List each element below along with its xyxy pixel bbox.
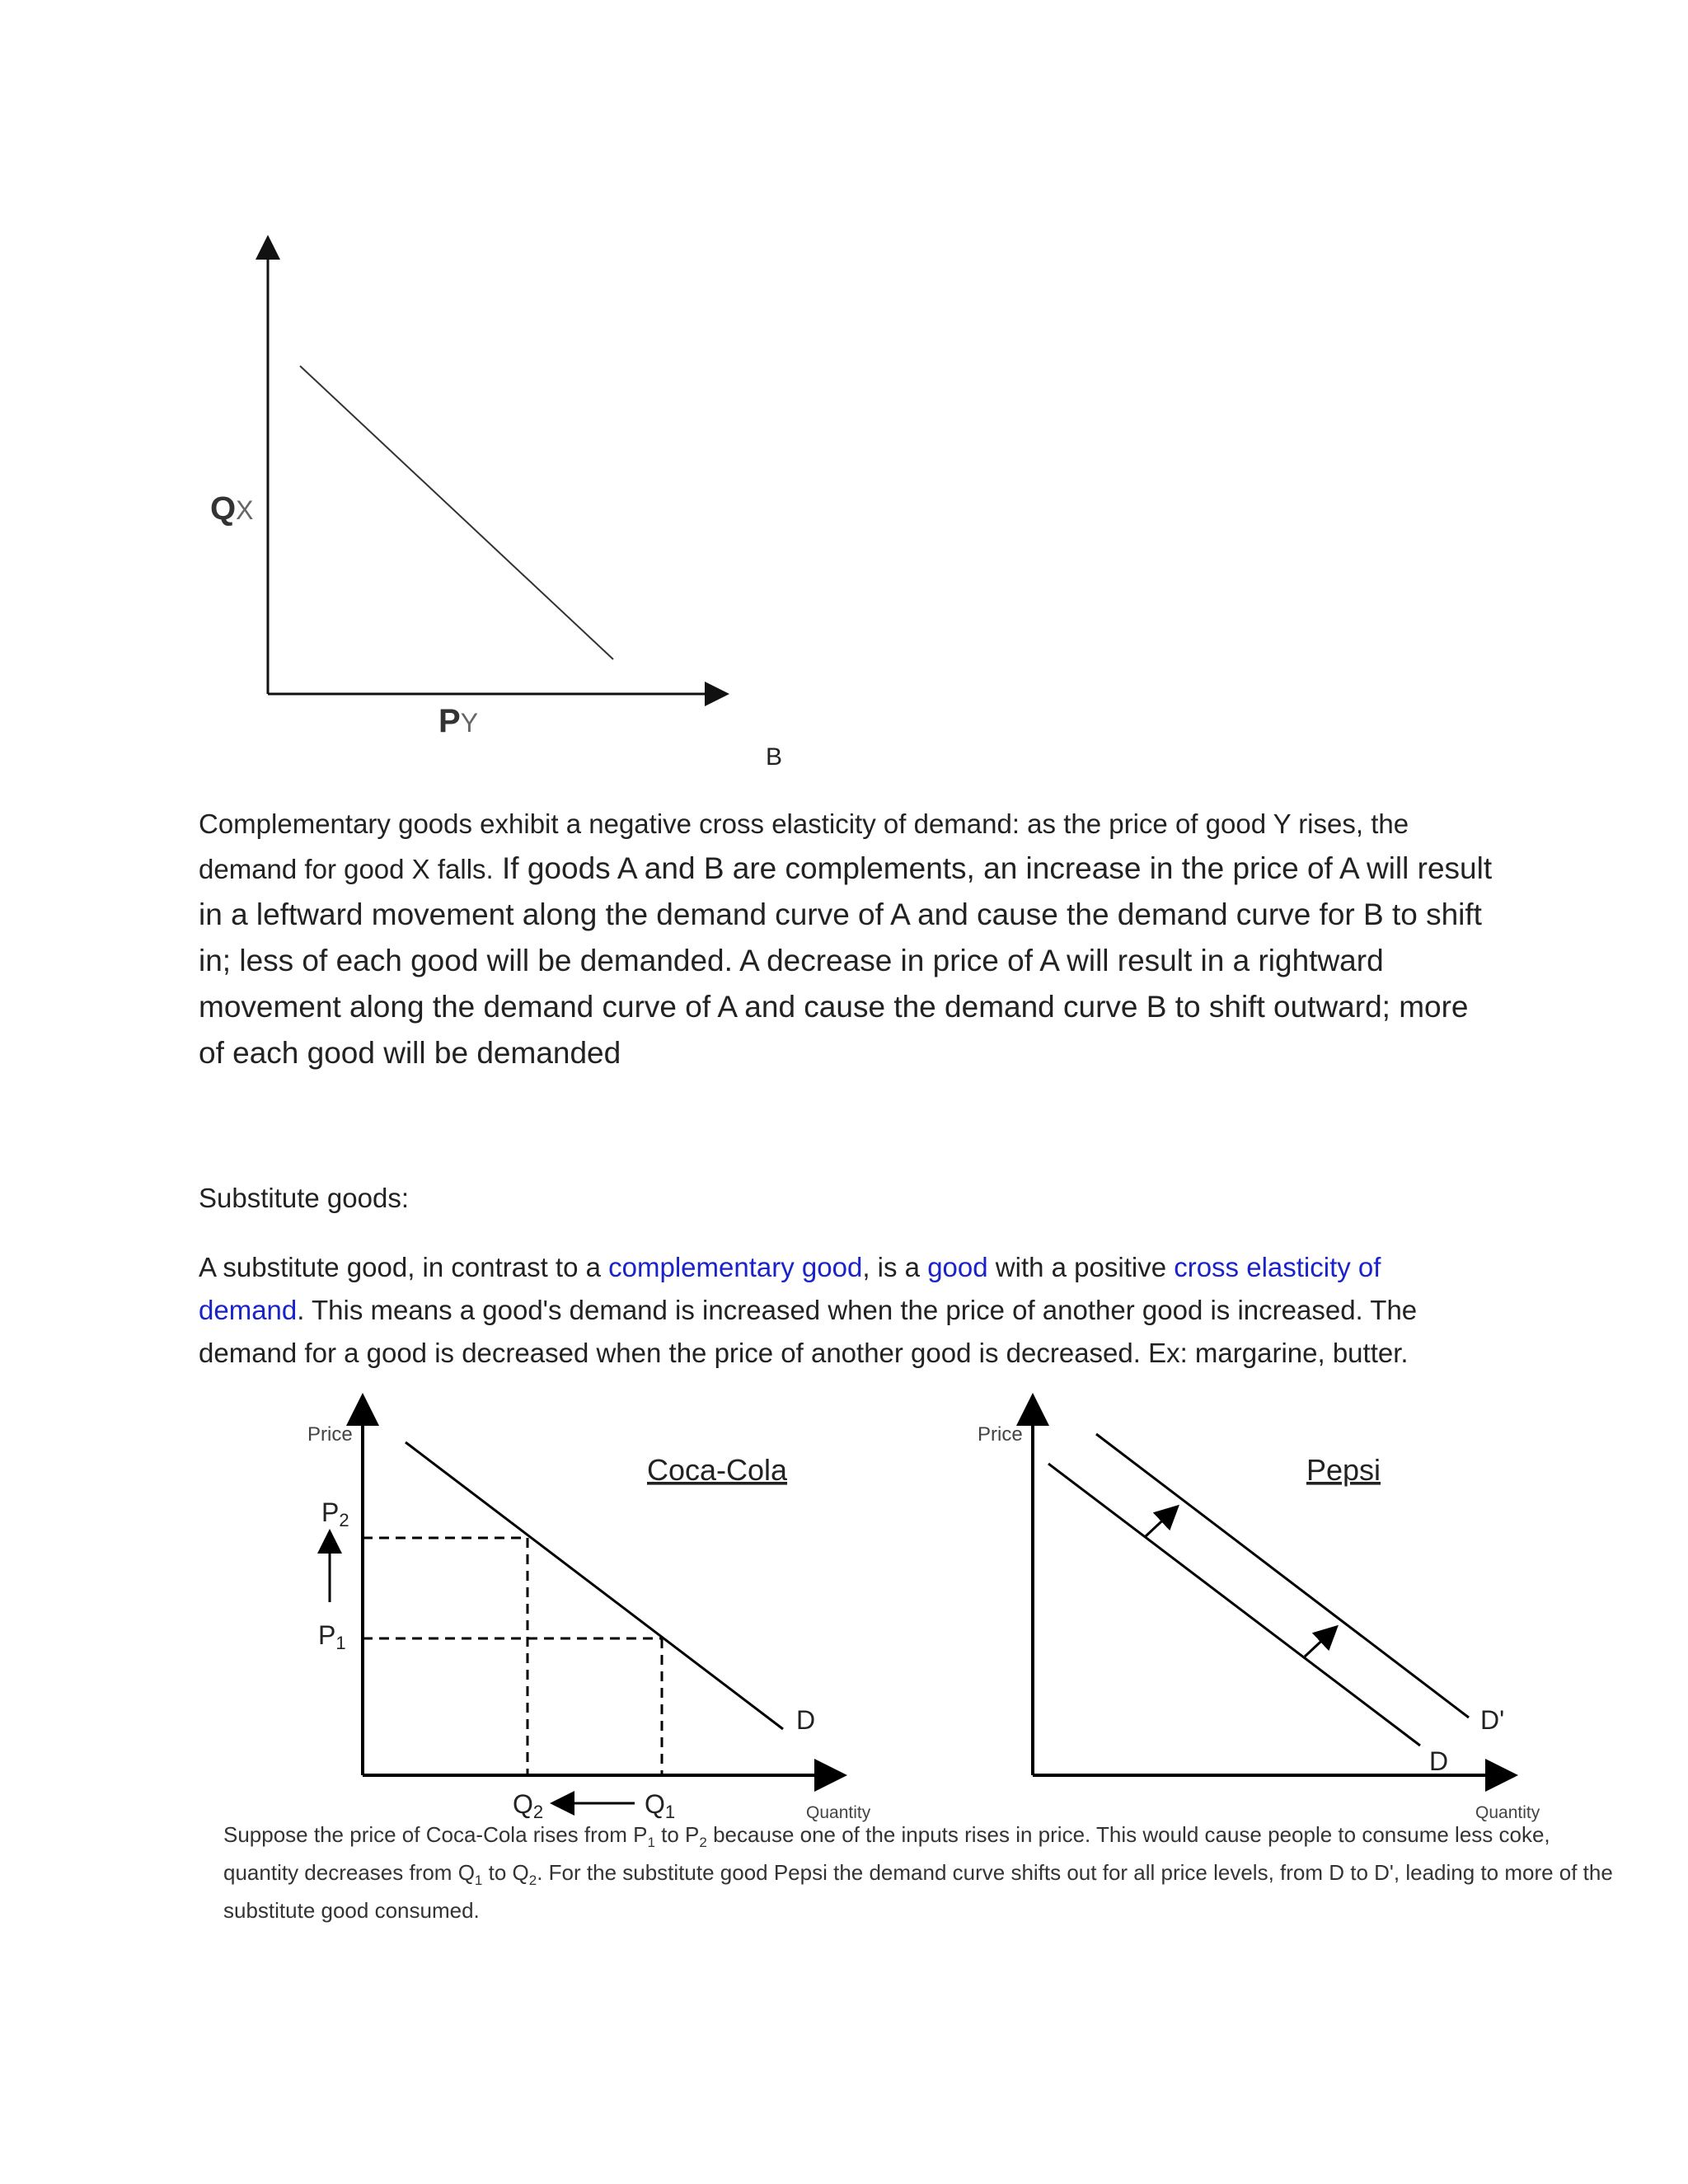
chart-caption: Suppose the price of Coca-Cola rises from $P_1$ to $P_2$ because one of the inputs rises in price. This would cause people to consume less coke, quantity decreases from $Q_1$ to $Q_2$. For the substitute good Pepsi the demand curve shifts out for all price levels, from D to D', leading to more of the substitute good consumed. bbox=[223, 1822, 1613, 1924]
coke-quantity-label: Quantity bbox=[806, 1803, 871, 1822]
complement-graph bbox=[0, 0, 1688, 791]
coke-price-label: Price bbox=[307, 1423, 353, 1446]
substitute-text-4: . This means a good's demand is increased when the price of another good is increased. The demand for a good is decreased when the price of another good is decreased. Ex: margarine, butter. bbox=[199, 1295, 1418, 1368]
substitute-text-2: , is a bbox=[862, 1252, 928, 1282]
complement-text-part2: If goods A and B are complements, an increase in the price of A will result in a leftward movement along the demand curve of A and cause the demand curve for B to shift in; less of each good will be demanded. A decrease in price of A will result in a rightward movement along the demand curve of A and cause the demand curve B to shift outward; more of each good will be demanded bbox=[199, 851, 1493, 1070]
pepsi-title: Pepsi bbox=[1306, 1453, 1381, 1487]
substitute-text-3: with a positive bbox=[987, 1252, 1175, 1282]
pepsi-chart bbox=[857, 1393, 1688, 1821]
pepsi-d-label: D bbox=[1429, 1746, 1449, 1776]
cross-elasticity-link[interactable]: cross elasticity of demand bbox=[199, 1252, 1381, 1325]
coke-q2-label: Q2 bbox=[513, 1789, 544, 1822]
coke-p1-label: P1 bbox=[318, 1620, 346, 1653]
substitute-paragraph bbox=[199, 1246, 1484, 1375]
complement-text-part1: Complementary goods exhibit a negative cross elasticity of demand: as the price of good Y rises, the demand for good X falls. bbox=[199, 808, 1409, 884]
complement-paragraph bbox=[199, 803, 1501, 1076]
substitute-heading: Substitute goods: bbox=[199, 1183, 410, 1213]
shift-arrow-lower-icon bbox=[1305, 1633, 1329, 1657]
coca-cola-chart bbox=[0, 1393, 871, 1822]
good-link[interactable]: good bbox=[927, 1252, 988, 1282]
coke-curve-label: D bbox=[796, 1705, 816, 1735]
pepsi-demand-d bbox=[1048, 1464, 1420, 1746]
pepsi-price-label: Price bbox=[978, 1423, 1023, 1446]
y-axis-label: QX bbox=[210, 490, 254, 527]
pepsi-quantity-label: Quantity bbox=[1475, 1803, 1540, 1822]
complementary-good-link[interactable]: complementary good bbox=[608, 1252, 863, 1282]
coke-p2-label: P2 bbox=[321, 1497, 349, 1530]
cross-demand-curve bbox=[300, 366, 613, 659]
figure-letter: B bbox=[766, 743, 783, 771]
pepsi-d-prime-label: D' bbox=[1480, 1705, 1505, 1735]
pepsi-demand-d-prime bbox=[1096, 1434, 1469, 1718]
x-axis-label: PY bbox=[438, 703, 479, 739]
substitute-text-1: A substitute good, in contrast to a bbox=[199, 1252, 609, 1282]
shift-arrow-upper-icon bbox=[1146, 1513, 1170, 1536]
coke-title: Coca-Cola bbox=[647, 1453, 788, 1487]
coke-q1-label: Q1 bbox=[645, 1789, 676, 1822]
